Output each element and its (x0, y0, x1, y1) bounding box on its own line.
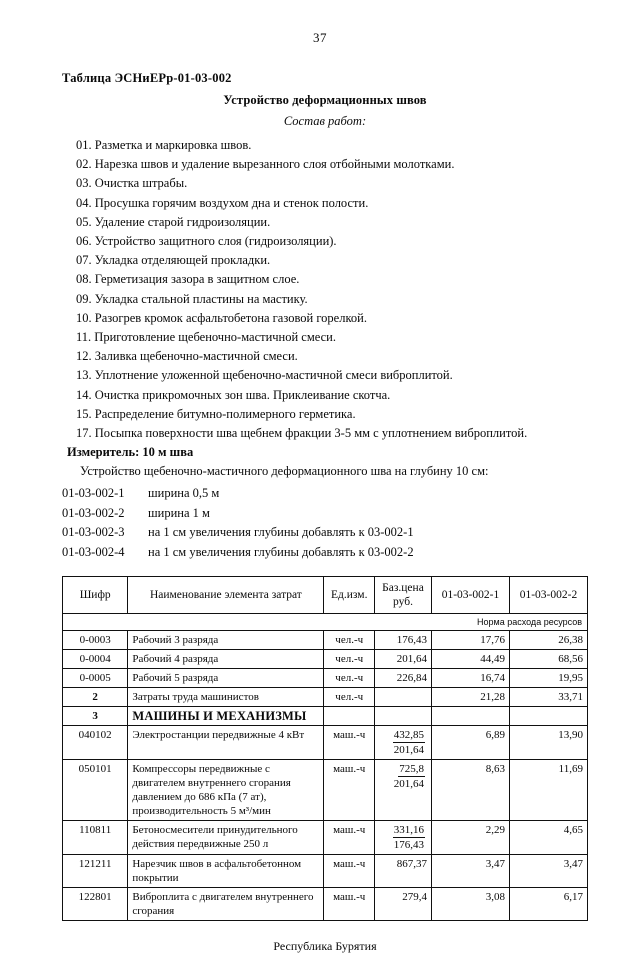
cell-variant-2: 4,65 (509, 821, 587, 855)
column-header-price-line2: руб. (393, 596, 413, 609)
cell-variant-1: 44,49 (431, 650, 509, 669)
work-item: 02. Нарезка швов и удаление вырезанного слоя отбойными молотками. (76, 157, 455, 172)
column-header-name: Наименование элемента затрат (128, 577, 324, 614)
cell-variant-1: 17,76 (431, 631, 509, 650)
variant-row (62, 504, 588, 524)
cell-base-price (375, 707, 432, 726)
cell-variant-1: 8,63 (431, 760, 509, 821)
cell-variant-2: 19,95 (509, 669, 587, 688)
work-item: 05. Удаление старой гидроизоляции. (76, 214, 271, 229)
cell-variant-2: 68,56 (509, 650, 587, 669)
variant-code: 01-03-002-2 (62, 505, 125, 520)
work-item: 08. Герметизация зазора в защитном слое. (76, 272, 300, 287)
work-item: 13. Уплотнение уложенной щебеночно-мастичной смеси виброплитой. (76, 368, 453, 383)
norm-banner-row (63, 614, 588, 631)
work-item: 11. Приготовление щебеночно-мастичной смеси. (76, 330, 336, 345)
cell-variant-1: 2,29 (431, 821, 509, 855)
cell-variant-2: 11,69 (509, 760, 587, 821)
table-row (63, 688, 588, 707)
work-item: 17. Посыпка поверхности шва щебнем фракции 3-5 мм с уплотнением виброплитой. (76, 426, 528, 441)
table-row (63, 888, 588, 921)
cell-variant-1: 6,89 (431, 726, 509, 760)
cell-base-price: 226,84 (375, 669, 432, 688)
page-footer: Республика Бурятия (273, 939, 377, 954)
cell-code: 122801 (63, 888, 128, 921)
cell-name: Рабочий 4 разряда (128, 650, 324, 669)
document-content (0, 71, 640, 954)
cell-variant-1: 16,74 (431, 669, 509, 688)
cell-code: 0-0003 (63, 631, 128, 650)
base-price-numerator: 725,8 (399, 763, 424, 776)
norm-banner-label: Норма расхода ресурсов (63, 614, 588, 631)
cell-name: Затраты труда машинистов (128, 688, 324, 707)
cell-variant-1: 3,47 (431, 855, 509, 888)
variant-code: 01-03-002-1 (62, 486, 125, 501)
base-price-denominator: 201,64 (393, 744, 424, 757)
table-header-row (63, 577, 588, 614)
variant-row (62, 523, 588, 543)
base-price-denominator: 201,64 (393, 778, 424, 791)
cell-base-price: 279,4 (375, 888, 432, 921)
cell-name: Нарезчик швов в асфальтобетонном покрытии (128, 855, 324, 888)
cell-base-price: 201,64 (375, 650, 432, 669)
column-header-price (375, 577, 432, 614)
table-row (63, 707, 588, 726)
column-header-variant-2: 01-03-002-2 (509, 577, 587, 614)
cell-unit: маш.-ч (324, 726, 375, 760)
column-header-unit: Ед.изм. (324, 577, 375, 614)
cell-unit: чел.-ч (324, 688, 375, 707)
works-caption: Состав работ: (283, 114, 367, 128)
base-price-denominator: 176,43 (393, 839, 424, 852)
cell-unit: маш.-ч (324, 821, 375, 855)
column-header-variant-1: 01-03-002-1 (431, 577, 509, 614)
work-item: 04. Просушка горячим воздухом дна и стенок полости. (76, 195, 369, 210)
cell-name: МАШИНЫ И МЕХАНИЗМЫ (128, 707, 324, 726)
cell-unit (324, 707, 375, 726)
cell-unit: маш.-ч (324, 888, 375, 921)
variant-code: 01-03-002-3 (62, 525, 125, 540)
cell-variant-2 (509, 707, 587, 726)
cell-variant-2: 3,47 (509, 855, 587, 888)
cell-name: Электростанции передвижные 4 кВт (128, 726, 324, 760)
cell-unit: чел.-ч (324, 650, 375, 669)
base-price-numerator: 432,85 (393, 729, 424, 742)
column-header-code: Шифр (63, 577, 128, 614)
cell-base-price (375, 688, 432, 707)
cell-variant-2: 6,17 (509, 888, 587, 921)
variant-row (62, 484, 588, 504)
work-item: 12. Заливка щебеночно-мастичной смеси. (76, 349, 298, 364)
cell-variant-1: 21,28 (431, 688, 509, 707)
variant-text: ширина 1 м (148, 505, 210, 520)
work-item: 14. Очистка прикромочных зон шва. Приклеивание скотча. (76, 387, 391, 402)
measure-description: Устройство щебеночно-мастичного деформационного шва на глубину 10 см: (80, 464, 489, 479)
cell-code: 040102 (63, 726, 128, 760)
cell-unit: маш.-ч (324, 760, 375, 821)
cell-name: Рабочий 3 разряда (128, 631, 324, 650)
work-item: 09. Укладка стальной пластины на мастику. (76, 291, 308, 306)
cell-base-price (375, 726, 432, 760)
work-item: 07. Укладка отделяющей прокладки. (76, 253, 271, 268)
cell-name: Рабочий 5 разряда (128, 669, 324, 688)
cost-table (62, 576, 588, 921)
page-title: Устройство деформационных швов (223, 93, 427, 107)
table-row (63, 631, 588, 650)
measure-label: Измеритель: 10 м шва (67, 445, 194, 460)
works-list (62, 136, 588, 443)
work-item: 06. Устройство защитного слоя (гидроизоляции). (76, 234, 337, 249)
variant-code: 01-03-002-4 (62, 544, 125, 559)
work-item: 01. Разметка и маркировка швов. (76, 138, 252, 152)
cell-base-price (375, 821, 432, 855)
table-row (63, 855, 588, 888)
cell-code: 110811 (63, 821, 128, 855)
variant-text: на 1 см увеличения глубины добавлять к 03-002-2 (148, 544, 414, 559)
cell-unit: маш.-ч (324, 855, 375, 888)
cell-variant-2: 33,71 (509, 688, 587, 707)
cell-variant-1: 3,08 (431, 888, 509, 921)
cell-code: 121211 (63, 855, 128, 888)
table-header (63, 577, 588, 614)
cell-variant-1 (431, 707, 509, 726)
document-page (0, 30, 640, 954)
cell-name: Бетоносмесители принудительного действия передвижные 250 л (128, 821, 324, 855)
table-row (63, 669, 588, 688)
cell-code: 050101 (63, 760, 128, 821)
work-item: 03. Очистка штрабы. (76, 176, 188, 191)
base-price-numerator: 331,16 (393, 824, 424, 837)
cell-unit: чел.-ч (324, 631, 375, 650)
cell-variant-2: 13,90 (509, 726, 587, 760)
cell-base-price: 867,37 (375, 855, 432, 888)
work-item: 15. Распределение битумно-полимерного герметика. (76, 406, 356, 421)
variant-text: ширина 0,5 м (148, 486, 220, 501)
cell-variant-2: 26,38 (509, 631, 587, 650)
cell-code: 0-0004 (63, 650, 128, 669)
table-row (63, 760, 588, 821)
table-body (63, 614, 588, 921)
variant-text: на 1 см увеличения глубины добавлять к 03-002-1 (148, 525, 414, 540)
cell-base-price: 176,43 (375, 631, 432, 650)
cell-code: 0-0005 (63, 669, 128, 688)
cell-name: Компрессоры передвижные с двигателем внутреннего сгорания давлением до 686 кПа (7 ат), производительность 5 м³/мин (128, 760, 324, 821)
cell-code: 2 (63, 688, 128, 707)
table-row (63, 726, 588, 760)
table-row (63, 821, 588, 855)
cell-code: 3 (63, 707, 128, 726)
work-item: 10. Разогрев кромок асфальтобетона газовой горелкой. (76, 310, 367, 325)
cell-name: Виброплита с двигателем внутреннего сгорания (128, 888, 324, 921)
cell-unit: чел.-ч (324, 669, 375, 688)
variant-row (62, 543, 588, 563)
variants-list (62, 484, 588, 562)
cell-base-price (375, 760, 432, 821)
page-number: 37 (313, 30, 327, 45)
column-header-price-line1: Баз.цена (382, 582, 424, 595)
table-row (63, 650, 588, 669)
table-code-heading: Таблица ЭСНиЕРр-01-03-002 (62, 71, 232, 85)
